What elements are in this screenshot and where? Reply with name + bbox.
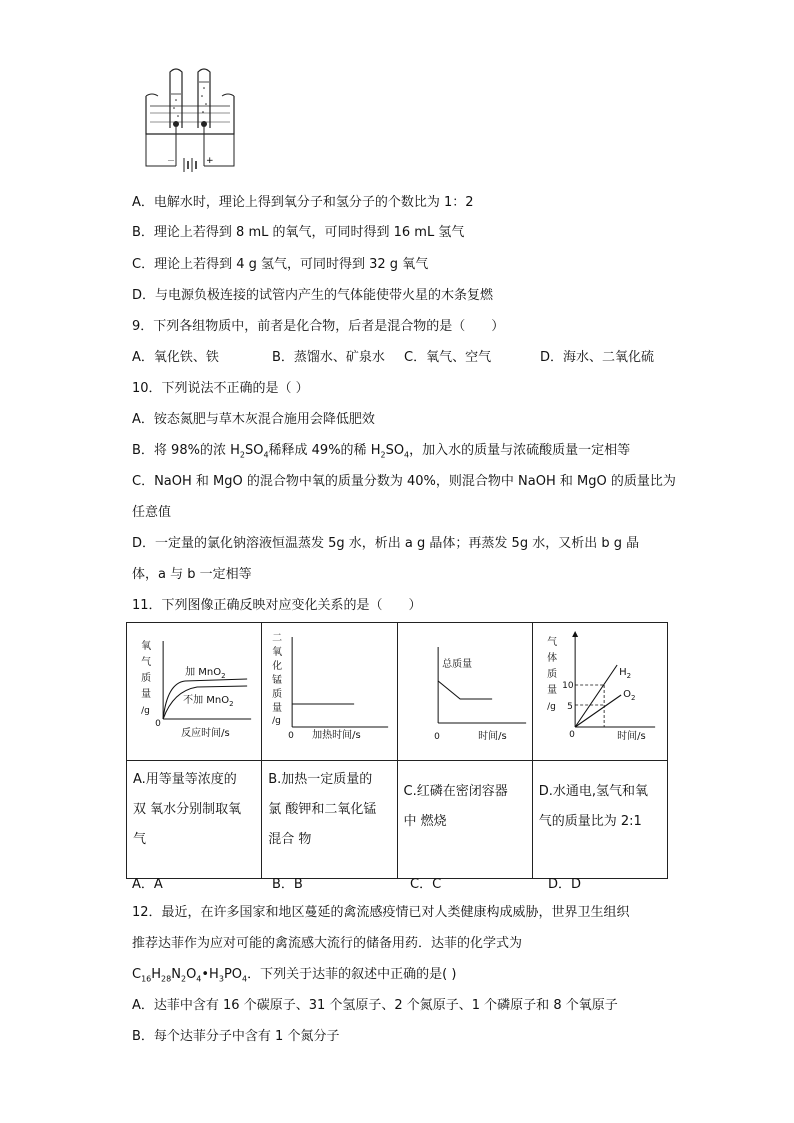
q12-formula-line: $C_{16}H_{28}N_2O_4•H_3PO_4$．下列关于达菲的叙述中正确的是( ) bbox=[132, 967, 457, 984]
graph-d-cell bbox=[532, 623, 667, 761]
svg-text:时间/s: 时间/s bbox=[616, 731, 646, 742]
q9-stem: 9．下列各组物质中，前者是化合物，后者是混合物的是（ ） bbox=[132, 319, 505, 334]
plus-sign: + bbox=[206, 156, 214, 166]
q11-option-c: C．C bbox=[410, 877, 442, 892]
caption-c: C.红磷在密闭容器 中 燃烧 bbox=[397, 761, 532, 879]
svg-text:/g: /g bbox=[272, 716, 282, 726]
caption-d: D.水通电,氢气和氧 气的质量比为 2:1 bbox=[532, 761, 667, 879]
svg-text:量: 量 bbox=[141, 689, 152, 700]
q11-option-a: A．A bbox=[132, 877, 163, 892]
svg-text:0: 0 bbox=[433, 732, 440, 742]
svg-text:0: 0 bbox=[288, 731, 295, 741]
q9-option-a: A．氧化铁、铁 bbox=[132, 350, 219, 365]
svg-text:10: 10 bbox=[561, 681, 574, 691]
svg-text:不加 MnO2: 不加 MnO$_2$ bbox=[183, 695, 234, 708]
q12-option-b: B．每个达菲分子中含有 1 个氮分子 bbox=[132, 1029, 340, 1044]
q11-figure-table bbox=[126, 622, 668, 879]
q10-option-d-line2: 体，a 与 b 一定相等 bbox=[132, 567, 252, 582]
svg-text:/g: /g bbox=[141, 706, 150, 716]
svg-text:加热时间/s: 加热时间/s bbox=[312, 730, 361, 741]
svg-text:化: 化 bbox=[272, 661, 283, 672]
dafei-formula: $C_{16}H_{28}N_2O_4•H_3PO_4$ bbox=[132, 967, 248, 984]
q8-option-a: A．电解水时，理论上得到氧分子和氢分子的个数比为 1：2 bbox=[132, 195, 474, 210]
svg-text:量: 量 bbox=[546, 685, 557, 696]
graph-a bbox=[127, 623, 261, 760]
graph-b bbox=[262, 623, 396, 760]
svg-text:总质量: 总质量 bbox=[441, 659, 472, 670]
q10-option-b: B．将 98%的浓 $H_2SO_4$稀释成 49%的稀 $H_2SO_4$，加入水的质量与浓硫酸质量一定相等 bbox=[132, 443, 631, 460]
q9-option-c: C．氧气、空气 bbox=[404, 350, 492, 365]
graph-c-cell bbox=[397, 623, 532, 761]
q8-option-d: D．与电源负极连接的试管内产生的气体能使带火星的木条复燃 bbox=[132, 288, 494, 303]
svg-text:氧: 氧 bbox=[272, 647, 283, 658]
q9-option-d: D．海水、二氧化硫 bbox=[540, 350, 655, 365]
q11-option-d: D．D bbox=[548, 877, 582, 892]
svg-text:量: 量 bbox=[272, 703, 283, 714]
graph-c bbox=[398, 623, 532, 760]
svg-text:质: 质 bbox=[141, 673, 152, 684]
graph-b-cell bbox=[262, 623, 397, 761]
svg-text:质: 质 bbox=[272, 689, 283, 700]
q10-option-c-line2: 任意值 bbox=[132, 505, 172, 520]
q10-stem: 10．下列说法不正确的是（ ） bbox=[132, 381, 309, 396]
q12-option-a: A．达菲中含有 16 个碳原子、31 个氢原子、2 个氮原子、1 个磷原子和 8 个氧原子 bbox=[132, 998, 618, 1013]
graph-a-cell bbox=[127, 623, 262, 761]
q11-option-b: B．B bbox=[272, 877, 303, 892]
q12-stem-line2: 推荐达菲作为应对可能的禽流感大流行的储备用药．达菲的化学式为 bbox=[132, 936, 523, 951]
svg-text:加 MnO2: 加 MnO$_2$ bbox=[185, 667, 226, 680]
svg-text:体: 体 bbox=[546, 653, 557, 664]
svg-text:O2: $O_2$ bbox=[622, 689, 636, 702]
q12-stem-line1: 12．最近，在许多国家和地区蔓延的禽流感疫情已对人类健康构成威胁，世界卫生组织 bbox=[132, 905, 630, 920]
svg-text:0: 0 bbox=[568, 730, 575, 740]
svg-text:H2: $H_2$ bbox=[618, 667, 631, 680]
electrolysis-apparatus-diagram bbox=[140, 66, 240, 176]
svg-text:0: 0 bbox=[155, 719, 161, 729]
q10-option-c-line1: C．NaOH 和 MgO 的混合物中氧的质量分数为 40%，则混合物中 NaOH 和 MgO 的质量比为 bbox=[132, 474, 676, 489]
svg-text:反应时间/s: 反应时间/s bbox=[181, 728, 230, 739]
q11-stem: 11．下列图像正确反映对应变化关系的是（ ） bbox=[132, 598, 422, 613]
svg-text:锰: 锰 bbox=[272, 675, 283, 686]
svg-text:质: 质 bbox=[546, 669, 557, 680]
q10-option-a: A．铵态氮肥与草木灰混合施用会降低肥效 bbox=[132, 412, 375, 427]
q8-option-c: C．理论上若得到 4 g 氢气，可同时得到 32 g 氧气 bbox=[132, 257, 429, 272]
q9-option-b: B．蒸馏水、矿泉水 bbox=[272, 350, 385, 365]
svg-text:二: 二 bbox=[272, 633, 283, 644]
svg-text:氧: 氧 bbox=[141, 641, 152, 652]
minus-sign: － bbox=[167, 156, 175, 165]
svg-text:气: 气 bbox=[141, 657, 152, 668]
graph-d bbox=[533, 623, 667, 760]
q10-option-d-line1: D．一定量的氯化钠溶液恒温蒸发 5g 水，析出 a g 晶体；再蒸发 5g 水，又析出 b g 晶 bbox=[132, 536, 640, 551]
q8-option-b: B．理论上若得到 8 mL 的氧气，可同时得到 16 mL 氢气 bbox=[132, 225, 465, 240]
svg-text:气: 气 bbox=[546, 637, 557, 648]
svg-text:时间/s: 时间/s bbox=[477, 731, 507, 742]
svg-text:/g: /g bbox=[546, 702, 556, 712]
caption-a: A.用等量等浓度的 双 氧水分别制取氧 气 bbox=[127, 761, 262, 879]
caption-b: B.加热一定质量的 氯 酸钾和二氧化锰 混合 物 bbox=[262, 761, 397, 879]
svg-text:5: 5 bbox=[566, 702, 573, 712]
